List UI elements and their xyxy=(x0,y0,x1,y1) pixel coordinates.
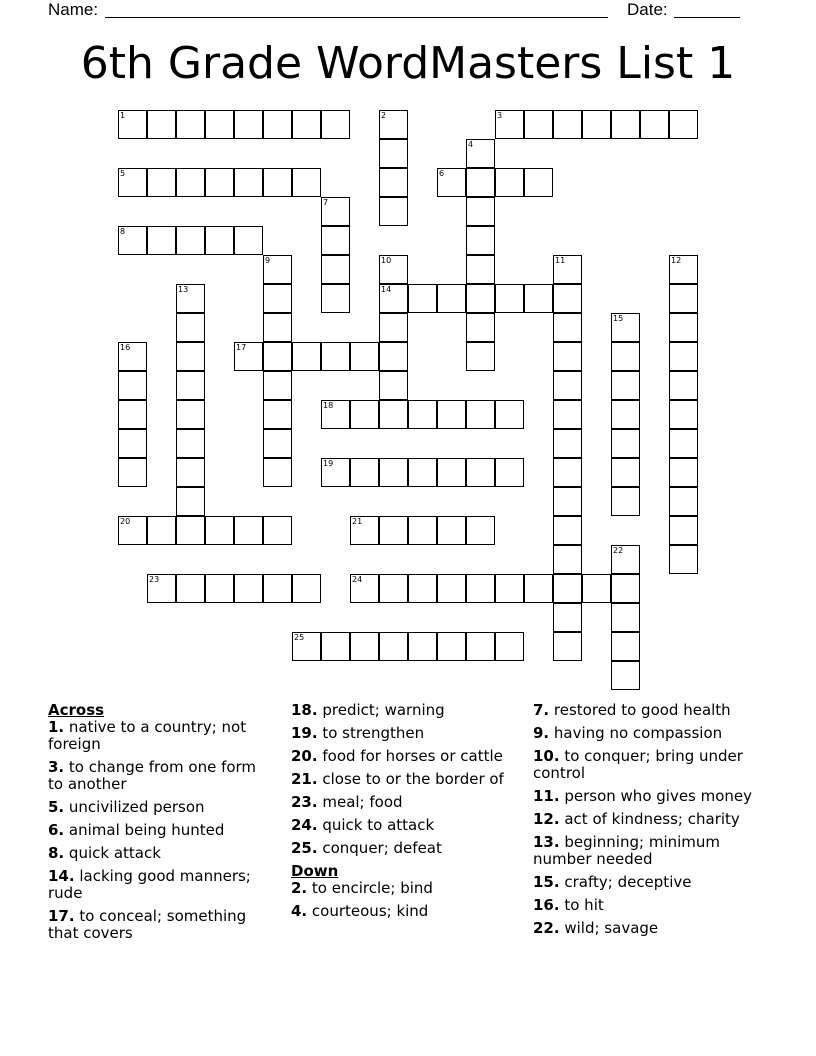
clue-number-label: 11. xyxy=(533,787,560,805)
clue-text: act of kindness; charity xyxy=(564,810,740,828)
clue-item xyxy=(533,702,768,719)
grid-cell[interactable] xyxy=(466,342,495,371)
grid-cell[interactable] xyxy=(118,516,147,545)
clue-item xyxy=(291,903,511,920)
grid-cell[interactable] xyxy=(437,284,466,313)
grid-cell[interactable] xyxy=(118,342,147,371)
clue-text: uncivilized person xyxy=(68,798,205,816)
clue-text: close to or the border of xyxy=(322,770,504,788)
grid-cell[interactable] xyxy=(553,545,582,574)
clue-number-label: 6. xyxy=(48,821,65,839)
clue-number-label: 2. xyxy=(291,879,308,897)
grid-cell[interactable] xyxy=(553,342,582,371)
date-label: Date: xyxy=(627,0,668,19)
grid-cell[interactable] xyxy=(176,516,205,545)
clue-number-label: 5. xyxy=(48,798,65,816)
clue-text: lacking good manners; rude xyxy=(48,867,251,902)
grid-cell[interactable] xyxy=(321,197,350,226)
clue-number: 12 xyxy=(671,256,682,265)
grid-cell[interactable] xyxy=(379,342,408,371)
grid-cell[interactable] xyxy=(437,632,466,661)
grid-cell[interactable] xyxy=(263,429,292,458)
clue-number-label: 18. xyxy=(291,701,318,719)
grid-cell[interactable] xyxy=(524,110,553,139)
clue-number-label: 25. xyxy=(291,839,318,857)
grid-cell[interactable] xyxy=(524,168,553,197)
clue-item xyxy=(48,868,268,902)
grid-cell[interactable] xyxy=(495,400,524,429)
clue-number-label: 22. xyxy=(533,919,560,937)
grid-cell[interactable] xyxy=(379,168,408,197)
clue-text: having no compassion xyxy=(553,724,723,742)
clue-item xyxy=(533,874,768,891)
clue-number-label: 17. xyxy=(48,907,75,925)
clue-text: to change from one form to another xyxy=(48,758,257,793)
grid-cell[interactable] xyxy=(118,226,147,255)
grid-cell[interactable] xyxy=(379,632,408,661)
grid-cell[interactable] xyxy=(437,516,466,545)
grid-cell[interactable] xyxy=(553,284,582,313)
down-heading: Down xyxy=(291,862,339,880)
grid-cell[interactable] xyxy=(379,284,408,313)
clue-text: wild; savage xyxy=(564,919,659,937)
grid-cell[interactable] xyxy=(321,255,350,284)
grid-cell[interactable] xyxy=(118,110,147,139)
grid-cell[interactable] xyxy=(582,110,611,139)
clue-number: 20 xyxy=(120,517,131,526)
grid-cell[interactable] xyxy=(669,255,698,284)
grid-cell[interactable] xyxy=(495,632,524,661)
grid-cell[interactable] xyxy=(176,458,205,487)
grid-cell[interactable] xyxy=(205,516,234,545)
grid-cell[interactable] xyxy=(321,458,350,487)
clue-number-label: 10. xyxy=(533,747,560,765)
grid-cell[interactable] xyxy=(321,632,350,661)
clue-number: 15 xyxy=(613,314,624,323)
grid-cell[interactable] xyxy=(205,226,234,255)
clue-number: 21 xyxy=(352,517,363,526)
grid-cell[interactable] xyxy=(553,400,582,429)
grid-cell[interactable] xyxy=(553,458,582,487)
clue-item xyxy=(533,834,768,868)
clue-number-label: 16. xyxy=(533,896,560,914)
clue-number: 11 xyxy=(555,256,566,265)
grid-cell[interactable] xyxy=(437,458,466,487)
clue-number: 4 xyxy=(468,140,474,149)
clue-number: 9 xyxy=(265,256,271,265)
grid-cell[interactable] xyxy=(611,110,640,139)
grid-cell[interactable] xyxy=(669,429,698,458)
grid-cell[interactable] xyxy=(669,371,698,400)
grid-cell[interactable] xyxy=(466,226,495,255)
grid-cell[interactable] xyxy=(263,110,292,139)
grid-cell[interactable] xyxy=(176,342,205,371)
grid-cell[interactable] xyxy=(466,197,495,226)
grid-cell[interactable] xyxy=(611,342,640,371)
grid-cell[interactable] xyxy=(147,168,176,197)
grid-cell[interactable] xyxy=(379,574,408,603)
clue-number-label: 9. xyxy=(533,724,550,742)
grid-cell[interactable] xyxy=(118,168,147,197)
grid-cell[interactable] xyxy=(118,429,147,458)
grid-cell[interactable] xyxy=(611,632,640,661)
clue-number: 25 xyxy=(294,633,305,642)
grid-cell[interactable] xyxy=(350,632,379,661)
grid-cell[interactable] xyxy=(553,110,582,139)
grid-cell[interactable] xyxy=(611,545,640,574)
clue-item xyxy=(48,845,268,862)
grid-cell[interactable] xyxy=(176,313,205,342)
clue-item xyxy=(48,908,268,942)
grid-cell[interactable] xyxy=(234,342,263,371)
clue-text: courteous; kind xyxy=(311,902,429,920)
grid-cell[interactable] xyxy=(379,139,408,168)
grid-cell[interactable] xyxy=(553,487,582,516)
clue-item xyxy=(533,811,768,828)
clue-text: to conquer; bring under control xyxy=(533,747,743,782)
clue-item xyxy=(291,725,511,742)
grid-cell[interactable] xyxy=(234,516,263,545)
clue-item xyxy=(291,880,511,897)
grid-cell[interactable] xyxy=(669,545,698,574)
grid-cell[interactable] xyxy=(466,632,495,661)
clue-number: 7 xyxy=(323,198,329,207)
name-label: Name: xyxy=(48,0,99,19)
clue-number-label: 14. xyxy=(48,867,75,885)
clue-number: 10 xyxy=(381,256,392,265)
grid-cell[interactable] xyxy=(147,110,176,139)
clue-item xyxy=(533,897,768,914)
clue-item xyxy=(48,822,268,839)
clue-text: animal being hunted xyxy=(68,821,225,839)
grid-cell[interactable] xyxy=(466,458,495,487)
grid-cell[interactable] xyxy=(263,400,292,429)
grid-cell[interactable] xyxy=(524,574,553,603)
grid-cell[interactable] xyxy=(408,284,437,313)
grid-cell[interactable] xyxy=(466,168,495,197)
grid-cell[interactable] xyxy=(350,516,379,545)
grid-cell[interactable] xyxy=(408,516,437,545)
grid-cell[interactable] xyxy=(408,632,437,661)
grid-cell[interactable] xyxy=(263,574,292,603)
grid-cell[interactable] xyxy=(495,110,524,139)
clue-text: beginning; minimum number needed xyxy=(533,833,721,868)
grid-cell[interactable] xyxy=(611,603,640,632)
grid-cell[interactable] xyxy=(437,400,466,429)
clue-number: 18 xyxy=(323,401,334,410)
clue-number: 5 xyxy=(120,169,126,178)
clue-number: 24 xyxy=(352,575,363,584)
grid-cell[interactable] xyxy=(553,371,582,400)
grid-cell[interactable] xyxy=(611,400,640,429)
clue-number-label: 1. xyxy=(48,718,65,736)
grid-cell[interactable] xyxy=(669,342,698,371)
clue-text: to hit xyxy=(564,896,604,914)
clue-number-label: 20. xyxy=(291,747,318,765)
grid-cell[interactable] xyxy=(379,516,408,545)
clues-column-2 xyxy=(291,702,511,926)
clue-text: quick attack xyxy=(68,844,161,862)
grid-cell[interactable] xyxy=(553,429,582,458)
clue-text: person who gives money xyxy=(564,787,753,805)
clue-item xyxy=(291,794,511,811)
grid-cell[interactable] xyxy=(495,574,524,603)
clue-text: native to a country; not foreign xyxy=(48,718,247,753)
clue-item xyxy=(291,702,511,719)
clue-item xyxy=(48,799,268,816)
grid-cell[interactable] xyxy=(147,516,176,545)
grid-cell[interactable] xyxy=(350,458,379,487)
grid-cell[interactable] xyxy=(553,632,582,661)
clue-number: 16 xyxy=(120,343,131,352)
grid-cell[interactable] xyxy=(553,255,582,284)
grid-cell[interactable] xyxy=(321,342,350,371)
clue-number-label: 21. xyxy=(291,770,318,788)
grid-cell[interactable] xyxy=(263,342,292,371)
grid-cell[interactable] xyxy=(611,574,640,603)
grid-cell[interactable] xyxy=(147,574,176,603)
clue-number-label: 3. xyxy=(48,758,65,776)
grid-cell[interactable] xyxy=(408,400,437,429)
clue-item xyxy=(291,748,511,765)
grid-cell[interactable] xyxy=(176,400,205,429)
grid-cell[interactable] xyxy=(118,458,147,487)
clue-item xyxy=(291,817,511,834)
grid-cell[interactable] xyxy=(205,574,234,603)
grid-cell[interactable] xyxy=(495,284,524,313)
clue-number-label: 8. xyxy=(48,844,65,862)
grid-cell[interactable] xyxy=(292,342,321,371)
grid-cell[interactable] xyxy=(205,168,234,197)
grid-cell[interactable] xyxy=(350,342,379,371)
clue-item xyxy=(48,719,268,753)
grid-cell[interactable] xyxy=(379,313,408,342)
clue-item xyxy=(533,725,768,742)
grid-cell[interactable] xyxy=(669,487,698,516)
clue-text: quick to attack xyxy=(322,816,435,834)
grid-cell[interactable] xyxy=(466,284,495,313)
grid-cell[interactable] xyxy=(234,110,263,139)
clue-number-label: 23. xyxy=(291,793,318,811)
clue-number: 23 xyxy=(149,575,160,584)
grid-cell[interactable] xyxy=(553,313,582,342)
clue-number: 13 xyxy=(178,285,189,294)
clue-text: to encircle; bind xyxy=(311,879,433,897)
grid-cell[interactable] xyxy=(234,574,263,603)
grid-cell[interactable] xyxy=(379,458,408,487)
clue-item xyxy=(291,771,511,788)
grid-cell[interactable] xyxy=(176,574,205,603)
clues-column-3 xyxy=(533,702,768,943)
grid-cell[interactable] xyxy=(611,661,640,690)
grid-cell[interactable] xyxy=(553,603,582,632)
grid-cell[interactable] xyxy=(466,313,495,342)
grid-cell[interactable] xyxy=(321,110,350,139)
clue-text: food for horses or cattle xyxy=(322,747,503,765)
clue-number: 19 xyxy=(323,459,334,468)
grid-cell[interactable] xyxy=(263,168,292,197)
grid-cell[interactable] xyxy=(379,197,408,226)
clue-text: restored to good health xyxy=(553,701,731,719)
grid-cell[interactable] xyxy=(292,632,321,661)
grid-cell[interactable] xyxy=(466,139,495,168)
grid-cell[interactable] xyxy=(611,487,640,516)
clue-text: meal; food xyxy=(322,793,403,811)
grid-cell[interactable] xyxy=(176,110,205,139)
grid-cell[interactable] xyxy=(234,226,263,255)
grid-cell[interactable] xyxy=(437,168,466,197)
grid-cell[interactable] xyxy=(379,110,408,139)
clue-text: predict; warning xyxy=(322,701,445,719)
clue-text: conquer; defeat xyxy=(322,839,442,857)
grid-cell[interactable] xyxy=(263,371,292,400)
grid-cell[interactable] xyxy=(669,458,698,487)
grid-cell[interactable] xyxy=(466,400,495,429)
clue-number: 8 xyxy=(120,227,126,236)
grid-cell[interactable] xyxy=(292,574,321,603)
clues-column-1 xyxy=(48,702,268,948)
clue-number-label: 19. xyxy=(291,724,318,742)
grid-cell[interactable] xyxy=(292,110,321,139)
clue-item xyxy=(291,840,511,857)
page-title: 6th Grade WordMasters List 1 xyxy=(80,38,736,89)
grid-cell[interactable] xyxy=(321,284,350,313)
grid-cell[interactable] xyxy=(147,226,176,255)
grid-cell[interactable] xyxy=(466,255,495,284)
grid-cell[interactable] xyxy=(176,487,205,516)
clue-number: 22 xyxy=(613,546,624,555)
grid-cell[interactable] xyxy=(176,429,205,458)
grid-cell[interactable] xyxy=(176,168,205,197)
clue-item xyxy=(533,748,768,782)
grid-cell[interactable] xyxy=(292,168,321,197)
grid-cell[interactable] xyxy=(263,516,292,545)
grid-cell[interactable] xyxy=(263,284,292,313)
grid-cell[interactable] xyxy=(234,168,263,197)
clue-number: 6 xyxy=(439,169,445,178)
clue-number: 1 xyxy=(120,111,126,120)
clue-number-label: 13. xyxy=(533,833,560,851)
grid-cell[interactable] xyxy=(466,574,495,603)
grid-cell[interactable] xyxy=(495,168,524,197)
grid-cell[interactable] xyxy=(263,313,292,342)
grid-cell[interactable] xyxy=(611,429,640,458)
grid-cell[interactable] xyxy=(263,458,292,487)
grid-cell[interactable] xyxy=(263,255,292,284)
grid-cell[interactable] xyxy=(176,226,205,255)
clue-number-label: 4. xyxy=(291,902,308,920)
across-heading: Across xyxy=(48,701,105,719)
grid-cell[interactable] xyxy=(582,574,611,603)
clue-item xyxy=(533,920,768,937)
grid-cell[interactable] xyxy=(118,400,147,429)
clue-text: crafty; deceptive xyxy=(564,873,692,891)
grid-cell[interactable] xyxy=(176,371,205,400)
clue-number-label: 7. xyxy=(533,701,550,719)
grid-cell[interactable] xyxy=(669,400,698,429)
clue-item xyxy=(48,759,268,793)
clue-text: to conceal; something that covers xyxy=(48,907,247,942)
grid-cell[interactable] xyxy=(669,313,698,342)
grid-cell[interactable] xyxy=(350,400,379,429)
clue-number: 17 xyxy=(236,343,247,352)
grid-cell[interactable] xyxy=(669,516,698,545)
grid-cell[interactable] xyxy=(350,574,379,603)
grid-cell[interactable] xyxy=(408,574,437,603)
grid-cell[interactable] xyxy=(321,226,350,255)
clue-number-label: 15. xyxy=(533,873,560,891)
grid-cell[interactable] xyxy=(379,371,408,400)
grid-cell[interactable] xyxy=(611,371,640,400)
grid-cell[interactable] xyxy=(466,516,495,545)
grid-cell[interactable] xyxy=(524,284,553,313)
grid-cell[interactable] xyxy=(553,516,582,545)
grid-cell[interactable] xyxy=(611,458,640,487)
clue-item xyxy=(533,788,768,805)
grid-cell[interactable] xyxy=(437,574,466,603)
grid-cell[interactable] xyxy=(205,110,234,139)
clue-number-label: 24. xyxy=(291,816,318,834)
grid-cell[interactable] xyxy=(379,400,408,429)
grid-cell[interactable] xyxy=(669,110,698,139)
clue-number-label: 12. xyxy=(533,810,560,828)
grid-cell[interactable] xyxy=(176,284,205,313)
grid-cell[interactable] xyxy=(379,255,408,284)
grid-cell[interactable] xyxy=(408,458,437,487)
grid-cell[interactable] xyxy=(669,284,698,313)
grid-cell[interactable] xyxy=(495,458,524,487)
grid-cell[interactable] xyxy=(553,574,582,603)
clue-text: to strengthen xyxy=(322,724,425,742)
grid-cell[interactable] xyxy=(611,313,640,342)
clue-number: 2 xyxy=(381,111,387,120)
clue-number: 14 xyxy=(381,285,392,294)
grid-cell[interactable] xyxy=(321,400,350,429)
grid-cell[interactable] xyxy=(118,371,147,400)
clue-number: 3 xyxy=(497,111,503,120)
grid-cell[interactable] xyxy=(640,110,669,139)
